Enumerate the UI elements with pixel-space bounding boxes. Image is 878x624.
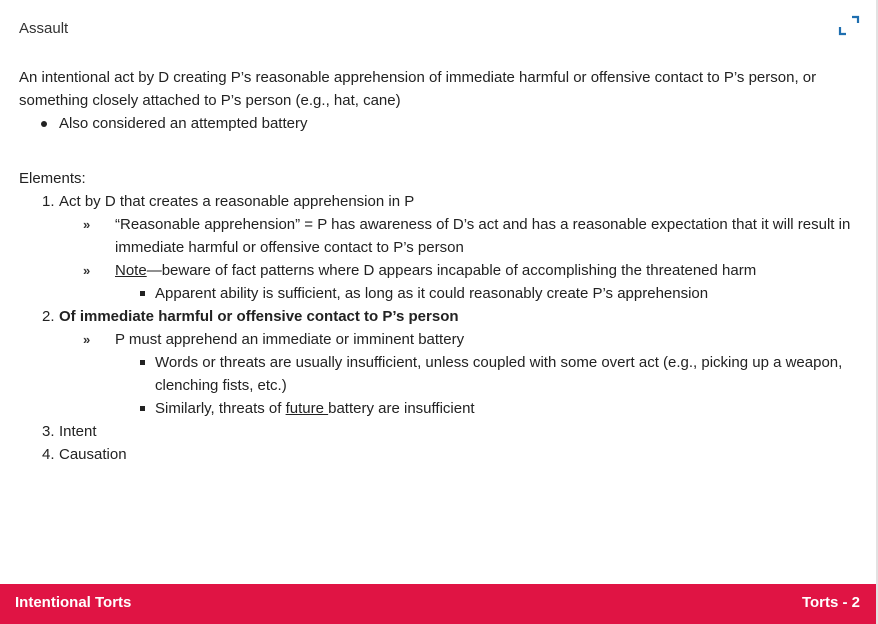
future-word: future <box>285 400 329 417</box>
content <box>19 66 859 466</box>
footer-bar <box>0 584 876 624</box>
element-1-sub-2-bullet <box>19 282 859 305</box>
element-1-sub-2-bullet-text: Apparent ability is sufficient, as long as it could reasonably create P’s apprehension <box>155 285 709 302</box>
square-bullet-icon <box>140 360 145 365</box>
definition: An intentional act by D creating P’s reasonable apprehension of immediate harmful or offensive contact to P’s person, or something closely attached to P’s person (e.g., hat, cane) <box>19 69 817 109</box>
element-1-sub-1-text: “Reasonable apprehension” = P has awareness of D’s act and has a reasonable expectation that it will result in immediate harmful or offensive contact to P’s person <box>115 216 851 256</box>
element-1-sub-2 <box>19 259 859 282</box>
element-2-sub-1-bullet-1 <box>19 351 859 397</box>
square-bullet-icon <box>140 291 145 296</box>
element-2-bullet-2-pre: Similarly, threats of <box>155 400 286 417</box>
definition-bullet-text: Also considered an attempted battery <box>59 115 308 132</box>
arrow-bullet-icon: » <box>83 217 91 232</box>
element-number: 4. <box>42 446 55 463</box>
element-2-sub-1-bullet-2 <box>19 397 859 420</box>
note-label: Note <box>115 262 147 279</box>
element-2-bullet-2-post: battery are insufficient <box>328 400 475 417</box>
element-number: 3. <box>42 423 55 440</box>
element-4-text: Causation <box>59 446 127 463</box>
expand-icon[interactable] <box>838 15 860 37</box>
footer-section-label: Intentional Torts <box>15 594 132 611</box>
card-title: Assault <box>19 20 69 37</box>
element-number: 2. <box>42 308 55 325</box>
element-1 <box>19 190 859 213</box>
element-2-text: Of immediate harmful or offensive contact to P’s person <box>59 308 459 325</box>
square-bullet-icon <box>140 406 145 411</box>
arrow-bullet-icon: » <box>83 332 91 347</box>
element-2-bullet-1-text: Words or threats are usually insufficient, unless coupled with some overt act (e.g., picking up a weapon, clenching fists, etc.) <box>155 354 843 394</box>
element-1-sub-1 <box>19 213 859 259</box>
element-2-sub-1-text: P must apprehend an immediate or imminent battery <box>115 331 465 348</box>
element-number: 1. <box>42 193 55 210</box>
arrow-bullet-icon: » <box>83 263 91 278</box>
element-1-text: Act by D that creates a reasonable apprehension in P <box>59 193 415 210</box>
element-3-text: Intent <box>59 423 97 440</box>
element-2-sub-1 <box>19 328 859 351</box>
elements-heading: Elements: <box>19 170 86 187</box>
element-4 <box>19 443 859 466</box>
definition-bullet <box>19 112 859 135</box>
element-2 <box>19 305 859 328</box>
element-3 <box>19 420 859 443</box>
footer-page-label: Torts - 2 <box>801 594 860 611</box>
bullet-dot-icon <box>41 121 47 127</box>
element-1-sub-2-text: —beware of fact patterns where D appears incapable of accomplishing the threatened harm <box>146 262 757 279</box>
